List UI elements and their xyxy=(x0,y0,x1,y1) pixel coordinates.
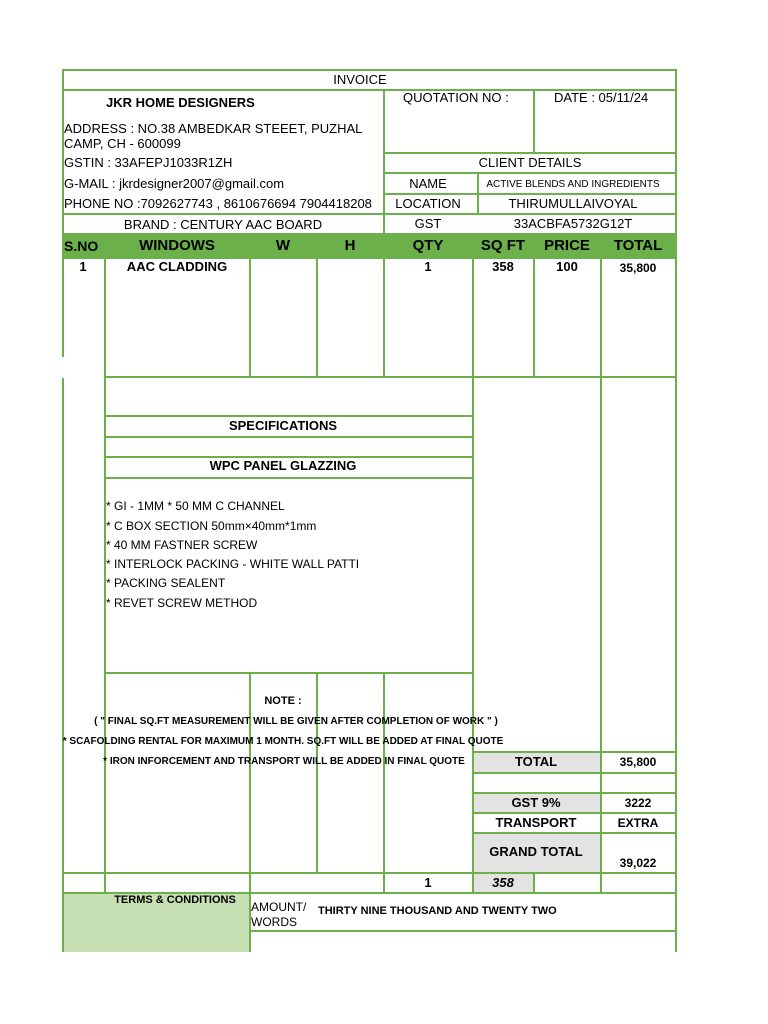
grid-line xyxy=(472,832,677,834)
company-gstin: GSTIN : 33AFEPJ1033R1ZH xyxy=(64,155,233,170)
company-email: G-MAIL : jkrdesigner2007@gmail.com xyxy=(64,176,285,191)
spec-item: * INTERLOCK PACKING - WHITE WALL PATTI xyxy=(106,557,360,571)
spec-item: * PACKING SEALENT xyxy=(106,576,226,590)
summary-grand-total-label: GRAND TOTAL xyxy=(489,844,583,859)
client-details-label: CLIENT DETAILS xyxy=(478,155,582,170)
grid-line xyxy=(104,436,473,438)
grid-line xyxy=(383,152,677,154)
grid-line xyxy=(533,257,535,377)
client-name-value: ACTIVE BLENDS AND INGREDIENTS xyxy=(486,179,660,190)
summary-transport-label: TRANSPORT xyxy=(495,815,577,830)
company-address-line-1: ADDRESS : NO.38 AMBEDKAR STEEET, PUZHAL xyxy=(64,121,363,136)
spec-item: * GI - 1MM * 50 MM C CHANNEL xyxy=(106,499,285,513)
quotation-number-label: QUOTATION NO : xyxy=(403,90,509,105)
summary-total-value: 35,800 xyxy=(619,755,657,769)
grid-line xyxy=(472,415,474,673)
note-line: * SCAFOLDING RENTAL FOR MAXIMUM 1 MONTH. SQ.FT WILL BE ADDED AT FINAL QUOTE xyxy=(62,736,504,747)
header-sqft: SQ FT xyxy=(480,237,526,254)
grid-line xyxy=(249,257,251,377)
company-address-line-2: CAMP, CH - 600099 xyxy=(64,136,181,151)
row-sno: 1 xyxy=(79,259,87,274)
grid-line xyxy=(104,378,106,893)
header-windows: WINDOWS xyxy=(139,237,215,254)
row-price: 100 xyxy=(556,259,578,274)
grid-line xyxy=(600,257,602,893)
grid-line xyxy=(472,751,677,753)
grid-line xyxy=(104,477,473,479)
summary-sqft-total: 358 xyxy=(492,875,514,890)
grid-line xyxy=(104,257,106,377)
header-w: W xyxy=(275,237,291,254)
summary-qty-total: 1 xyxy=(424,875,432,890)
header-qty: QTY xyxy=(412,237,444,254)
grid-line xyxy=(383,672,385,893)
summary-transport-value: EXTRA xyxy=(617,816,659,830)
company-name: JKR HOME DESIGNERS xyxy=(106,95,255,110)
grid-line xyxy=(316,672,318,872)
client-location-value: THIRUMULLAIVOYAL xyxy=(508,196,638,211)
grid-line xyxy=(62,233,677,235)
grid-line xyxy=(62,69,677,71)
grid-line xyxy=(675,69,677,952)
spec-item: * C BOX SECTION 50mm×40mm*1mm xyxy=(106,519,317,533)
grid-line xyxy=(104,376,677,378)
grid-line xyxy=(62,69,64,357)
grid-line xyxy=(250,930,677,932)
row-qty: 1 xyxy=(424,259,432,274)
grid-line xyxy=(472,772,677,774)
grid-line xyxy=(62,378,64,952)
grid-line xyxy=(104,672,473,674)
header-price: PRICE xyxy=(544,237,590,254)
grid-line xyxy=(316,257,318,377)
header-h: H xyxy=(344,237,356,254)
grid-line xyxy=(62,872,677,874)
client-gst-value: 33ACBFA5732G12T xyxy=(513,216,633,231)
summary-gst-label: GST 9% xyxy=(511,795,561,810)
company-phone: PHONE NO :7092627743 , 8610676694 7904418208 xyxy=(64,196,372,211)
grid-line xyxy=(533,89,535,153)
summary-grand-total-value: 39,022 xyxy=(619,856,657,870)
client-location-label: LOCATION xyxy=(395,196,461,211)
grid-line xyxy=(383,257,385,377)
spec-item: * 40 MM FASTNER SCREW xyxy=(106,538,258,552)
grid-line xyxy=(472,812,677,814)
grid-line xyxy=(383,172,677,174)
grid-line xyxy=(477,173,479,213)
brand-label: BRAND : CENTURY AAC BOARD xyxy=(123,217,323,232)
amount-words-label: AMOUNT/ xyxy=(251,900,307,914)
note-line: * IRON INFORCEMENT AND TRANSPORT WILL BE ADDED IN FINAL QUOTE xyxy=(103,756,465,767)
summary-total-label: TOTAL xyxy=(514,754,558,769)
spec-item: * REVET SCREW METHOD xyxy=(106,596,258,610)
invoice-title: INVOICE xyxy=(333,72,387,87)
grid-line xyxy=(383,89,385,235)
header-total: TOTAL xyxy=(613,237,663,254)
specifications-heading: SPECIFICATIONS xyxy=(228,418,338,433)
client-name-label: NAME xyxy=(409,176,447,191)
grid-line xyxy=(533,872,535,893)
row-total: 35,800 xyxy=(619,261,657,275)
grid-line xyxy=(472,792,677,794)
summary-gst-value: 3222 xyxy=(624,796,652,810)
grid-line xyxy=(104,415,473,417)
terms-conditions-label: TERMS & CONDITIONS xyxy=(114,894,236,906)
note-line: ( " FINAL SQ.FT MEASUREMENT WILL BE GIVEN AFTER COMPLETION OF WORK " ) xyxy=(94,716,498,727)
grid-line xyxy=(383,193,677,195)
row-sqft: 358 xyxy=(492,259,514,274)
amount-words-label: WORDS xyxy=(251,915,297,929)
invoice-date: DATE : 05/11/24 xyxy=(554,90,649,105)
row-item: AAC CLADDING xyxy=(126,259,228,274)
client-gst-label: GST xyxy=(414,216,442,231)
header-sno: S.NO xyxy=(64,238,99,254)
amount-words-value: THIRTY NINE THOUSAND AND TWENTY TWO xyxy=(318,905,557,917)
specifications-subheading: WPC PANEL GLAZZING xyxy=(209,458,357,473)
grid-line xyxy=(62,213,677,215)
note-heading: NOTE : xyxy=(264,695,302,707)
